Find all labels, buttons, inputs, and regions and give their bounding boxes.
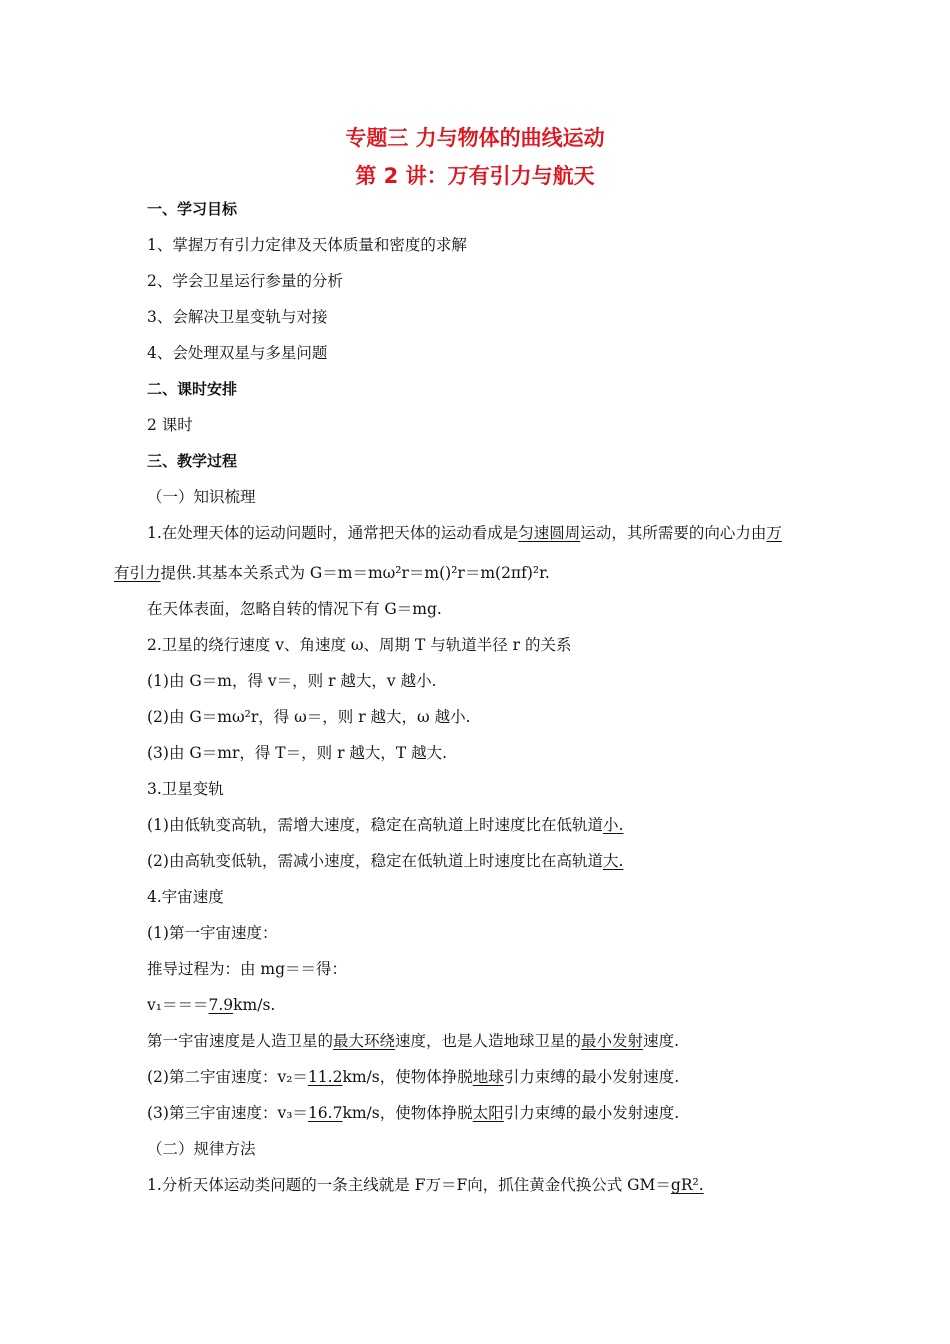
relation-velocity: (1)由 G＝m，得 v＝，则 r 越大，v 越小. bbox=[147, 672, 437, 690]
answer-blank: 11.2 bbox=[307, 1068, 343, 1086]
subsection-knowledge: （一）知识梳理 bbox=[147, 488, 256, 506]
answer-blank: 16.7 bbox=[307, 1104, 343, 1122]
method-item-1: 1.分析天体运动类问题的一条主线就是 F万＝F向，抓住黄金代换公式 GM＝gR². bbox=[147, 1176, 704, 1194]
goal-item-4: 4、会处理双星与多星问题 bbox=[147, 344, 328, 362]
answer-blank: 小. bbox=[602, 816, 624, 834]
answer-blank: 最大环绕 bbox=[333, 1032, 396, 1050]
relation-period: (3)由 G＝mr，得 T＝，则 r 越大，T 越大. bbox=[147, 744, 448, 762]
section-heading-goals: 一、学习目标 bbox=[147, 200, 238, 218]
orbit-change-up: (1)由低轨变高轨，需增大速度，稳定在高轨道上时速度比在低轨道小. bbox=[147, 816, 624, 834]
paragraph-1-line-2: 有引力提供.其基本关系式为 G＝m＝mω²r＝m()²r＝m(2πf)²r. bbox=[114, 564, 550, 582]
lecture-title: 第 2 讲：万有引力与航天 bbox=[355, 164, 595, 188]
answer-blank: 7.9 bbox=[208, 996, 234, 1014]
answer-blank: gR². bbox=[670, 1176, 704, 1194]
first-cosmic-velocity-note: 第一宇宙速度是人造卫星的最大环绕速度，也是人造地球卫星的最小发射速度. bbox=[147, 1032, 679, 1050]
derivation-text: 推导过程为：由 mg＝＝得： bbox=[147, 960, 348, 978]
section-heading-process: 三、教学过程 bbox=[147, 452, 238, 470]
goal-item-1: 1、掌握万有引力定律及天体质量和密度的求解 bbox=[147, 236, 467, 254]
answer-blank: 最小发射 bbox=[581, 1032, 644, 1050]
answer-blank: 有引力 bbox=[114, 564, 161, 582]
paragraph-1-line-1: 1.在处理天体的运动问题时，通常把天体的运动看成是匀速圆周运动，其所需要的向心力由万 bbox=[147, 524, 782, 542]
paragraph-2-heading: 2.卫星的绕行速度 v、角速度 ω、周期 T 与轨道半径 r 的关系 bbox=[147, 636, 572, 654]
paragraph-surface: 在天体表面，忽略自转的情况下有 G＝mg. bbox=[147, 600, 442, 618]
answer-blank: 匀速圆周 bbox=[518, 524, 581, 542]
third-cosmic-velocity: (3)第三宇宙速度：v₃＝16.7km/s，使物体挣脱太阳引力束缚的最小发射速度. bbox=[147, 1104, 680, 1122]
orbit-change-down: (2)由高轨变低轨，需减小速度，稳定在低轨道上时速度比在高轨道大. bbox=[147, 852, 624, 870]
paragraph-3-heading: 3.卫星变轨 bbox=[147, 780, 224, 798]
goal-item-2: 2、学会卫星运行参量的分析 bbox=[147, 272, 343, 290]
answer-blank: 大. bbox=[602, 852, 624, 870]
paragraph-4-heading: 4.宇宙速度 bbox=[147, 888, 224, 906]
second-cosmic-velocity: (2)第二宇宙速度：v₂＝11.2km/s，使物体挣脱地球引力束缚的最小发射速度. bbox=[147, 1068, 680, 1086]
first-cosmic-velocity-value: v₁＝＝＝7.9km/s. bbox=[147, 996, 276, 1014]
document-title: 专题三 力与物体的曲线运动 bbox=[345, 126, 605, 150]
answer-blank: 地球 bbox=[472, 1068, 504, 1086]
section-heading-schedule: 二、课时安排 bbox=[147, 380, 238, 398]
goal-item-3: 3、会解决卫星变轨与对接 bbox=[147, 308, 328, 326]
relation-angular-velocity: (2)由 G＝mω²r，得 ω＝，则 r 越大，ω 越小. bbox=[147, 708, 471, 726]
answer-blank: 太阳 bbox=[472, 1104, 504, 1122]
subsection-methods: （二）规律方法 bbox=[147, 1140, 256, 1158]
answer-blank: 万 bbox=[766, 524, 782, 542]
first-cosmic-velocity-heading: (1)第一宇宙速度： bbox=[147, 924, 278, 942]
schedule-text: 2 课时 bbox=[147, 416, 193, 434]
